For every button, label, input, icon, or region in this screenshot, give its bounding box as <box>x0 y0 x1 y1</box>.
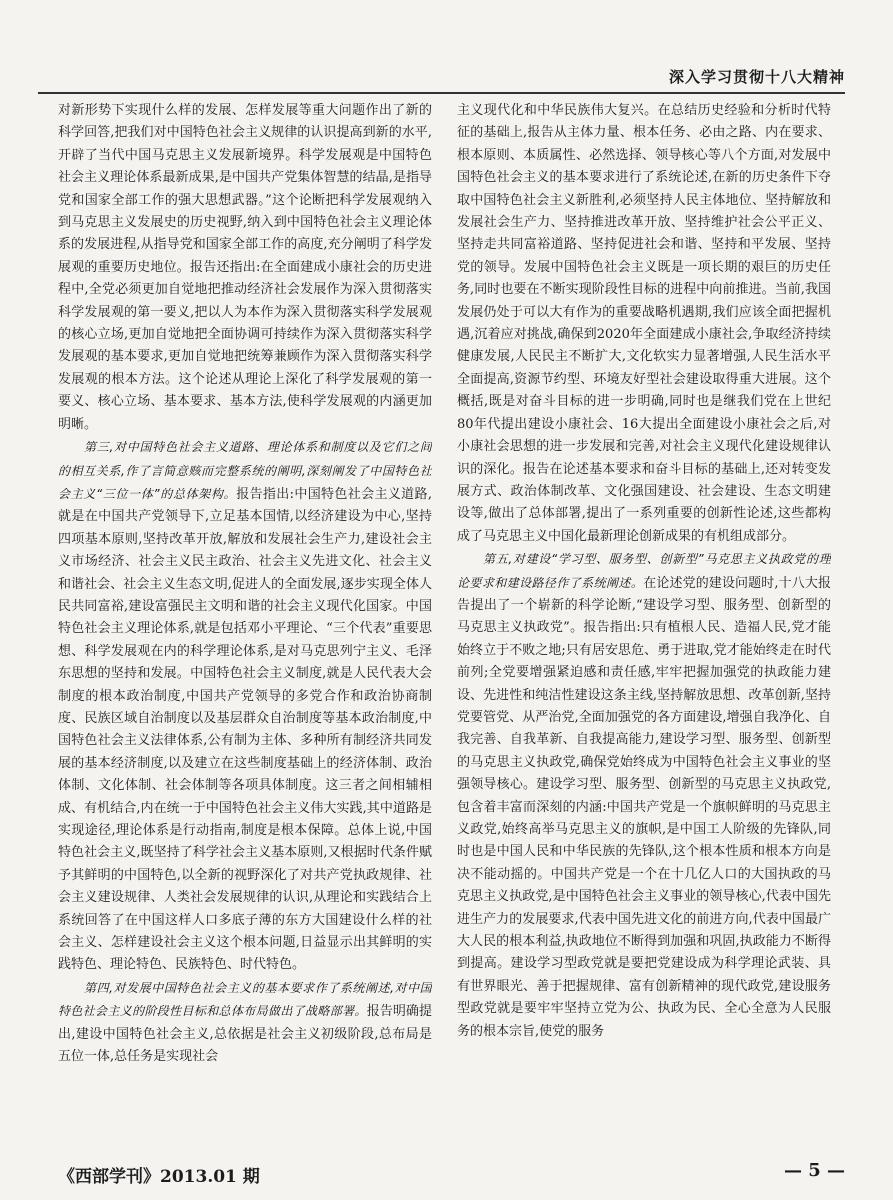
section-five-body: 在论述党的建设问题时,十八大报告提出了一个崭新的科学论断,“建设学习型、服务型、创新型的马克思主义执政党”。报告指出:只有植根人民、造福人民,党才能始终立于不败之地;只有居安思危、勇于进取,党才能始终走在时代前列;全党要增强紧迫感和责任感,牢牢把握加强党的执政能力建设、先进性和纯洁性建设这条主线,坚持解放思想、改革创新,坚持党要管党、从严治党,全面加强党的各方面建设,增强自我净化、自我完善、自我革新、自我提高能力,建设学习型、服务型、创新型的马克思主义执政党,确保党始终成为中国特色社会主义事业的坚强领导核心。建设学习型、服务型、创新型的马克思主义执政党,包含着丰富而深刻的内涵:中国共产党是一个旗帜鲜明的马克思主义政党,始终高举马克思主义的旗帜,是中国工人阶级的先锋队,同时也是中国人民和中华民族的先锋队,这个根本性质和根本方向是决不能动摇的。中国共产党是一个在十几亿人口的大国执政的马克思主义执政党,是中国特色社会主义事业的领导核心,代表中国先进生产力的发展要求,代表中国先进文化的前进方向,代表中国最广大人民的根本利益,执政地位不断得到加强和巩固,执政能力不断得到提高。建设学习型政党就是要把党建设成为科学理论武装、具有世界眼光、善于把握规律、富有创新精神的现代政党,建设服务型政党就是要牢牢坚持立党为公、执政为民、全心全意为人民服务的根本宗旨,使党的服务 <box>457 575 831 1039</box>
header-rule <box>38 92 845 94</box>
section-three-body: 报告指出:中国特色社会主义道路,就是在中国共产党领导下,立足基本国情,以经济建设为中心,坚持四项基本原则,坚持改革开放,解放和发展社会生产力,建设社会主义市场经济、社会主义民主政治、社会主义先进文化、社会主义和谐社会、社会主义生态文明,促进人的全面发展,逐步实现全体人民共同富裕,建设富强民主文明和谐的社会主义现代化国家。中国特色社会主义理论体系,就是包括邓小平理论、“三个代表”重要思想、科学发展观在内的科学理论体系,是对马克思列宁主义、毛泽东思想的坚持和发展。中国特色社会主义制度,就是人民代表大会制度的根本政治制度,中国共产党领导的多党合作和政治协商制度、民族区域自治制度以及基层群众自治制度等基本政治制度,中国特色社会主义法律体系,公有制为主体、多种所有制经济共同发展的基本经济制度,以及建立在这些制度基础上的经济体制、政治体制、文化体制、社会体制等各项具体制度。这三者之间相辅相成、有机结合,内在统一于中国特色社会主义伟大实践,其中道路是实现途径,理论体系是行动指南,制度是根本保障。总体上说,中国特色社会主义,既坚持了科学社会主义基本原则,又根据时代条件赋予其鲜明的中国特色,以全新的视野深化了对共产党执政规律、社会主义建设规律、人类社会发展规律的认识,从理论和实践结合上系统回答了在中国这样人口多底子薄的东方大国建设什么样的社会主义、怎样建设社会主义这个根本问题,日益显示出其鲜明的实践特色、理论特色、民族特色、时代特色。 <box>58 486 432 973</box>
footer-journal-name: 《西部学刊》2013.01 期 <box>58 1167 260 1187</box>
section-five-lead: 第五,对建设“学习型、服务型、创新型”马克思主义执政党的理论要求和建设路径作了系统阐述。 <box>457 552 831 590</box>
right-paragraph-2 <box>457 548 831 1043</box>
right-column <box>457 100 831 1155</box>
left-paragraph-1: 对新形势下实现什么样的发展、怎样发展等重大问题作出了新的科学回答,把我们对中国特色社会主义规律的认识提高到新的水平,开辟了当代中国马克思主义发展新境界。科学发展观是中国特色社会主义理论体系最新成果,是中国共产党集体智慧的结晶,是指导党和国家全部工作的强大思想武器。”这个论断把科学发展观纳入到马克思主义发展史的历史视野,纳入到中国特色社会主义理论体系的发展进程,从指导党和国家全部工作的高度,充分阐明了科学发展观的重要历史地位。报告还指出:在全面建成小康社会的历史进程中,全党必须更加自觉地把推动经济社会发展作为深入贯彻落实科学发展观的第一要义,把以人为本作为深入贯彻落实科学发展观的核心立场,更加自觉地把全面协调可持续作为深入贯彻落实科学发展观的基本要求,更加自觉地把统筹兼顾作为深入贯彻落实科学发展观的根本方法。这个论述从理论上深化了科学发展观的第一要义、核心立场、基本要求、基本方法,使科学发展观的内涵更加明晰。 <box>58 103 432 432</box>
section-three-lead: 第三,对中国特色社会主义道路、理论体系和制度以及它们之间的相互关系,作了言简意赅而完整系统的阐明,深刻阐发了中国特色社会主义“三位一体”的总体架构。 <box>58 440 432 501</box>
left-column <box>58 100 432 1155</box>
section-four-body: 报告明确提出,建设中国特色社会主义,总依据是社会主义初级阶段,总布局是五位一体,总任务是实现社会 <box>58 1004 432 1065</box>
right-paragraph-1: 主义现代化和中华民族伟大复兴。在总结历史经验和分析时代特征的基础上,报告从主体力量、根本任务、必由之路、内在要求、根本原则、本质属性、必然选择、领导核心等八个方面,对发展中国特色社会主义的基本要求进行了系统论述,在新的历史条件下夺取中国特色社会主义新胜利,必须坚持人民主体地位、坚持解放和发展社会生产力、坚持推进改革开放、坚持维护社会公平正义、坚持走共同富裕道路、坚持促进社会和谐、坚持和平发展、坚持党的领导。发展中国特色社会主义既是一项长期的艰巨的历史任务,同时也要在不断实现阶段性目标的进程中向前推进。当前,我国发展仍处于可以大有作为的重要战略机遇期,我们应该全面把握机遇,沉着应对挑战,确保到2020年全面建成小康社会,争取经济持续健康发展,人民民主不断扩大,文化软实力显著增强,人民生活水平全面提高,资源节约型、环境友好型社会建设取得重大进展。这个概括,既是对奋斗目标的进一步明确,同时也是继我们党在上世纪80年代提出建设小康社会、16大提出全面建设小康社会之后,对小康社会思想的进一步发展和完善,对社会主义现代化建设规律认识的深化。报告在论述基本要求和奋斗目标的基础上,还对转变发展方式、政治体制改革、文化强国建设、社会建设、生态文明建设等,做出了总体部署,提出了一系列重要的创新性论述,这些都构成了马克思主义中国化最新理论创新成果的有机组成部分。 <box>457 103 831 544</box>
footer-page-number: — 5 — <box>783 1160 845 1181</box>
left-paragraph-3 <box>58 977 432 1069</box>
section-four-lead: 第四,对发展中国特色社会主义的基本要求作了系统阐述,对中国特色社会主义的阶段性目标和总体布局做出了战略部署。 <box>58 980 432 1019</box>
header-title: 深入学习贯彻十八大精神 <box>668 68 845 86</box>
left-paragraph-2 <box>58 436 432 977</box>
